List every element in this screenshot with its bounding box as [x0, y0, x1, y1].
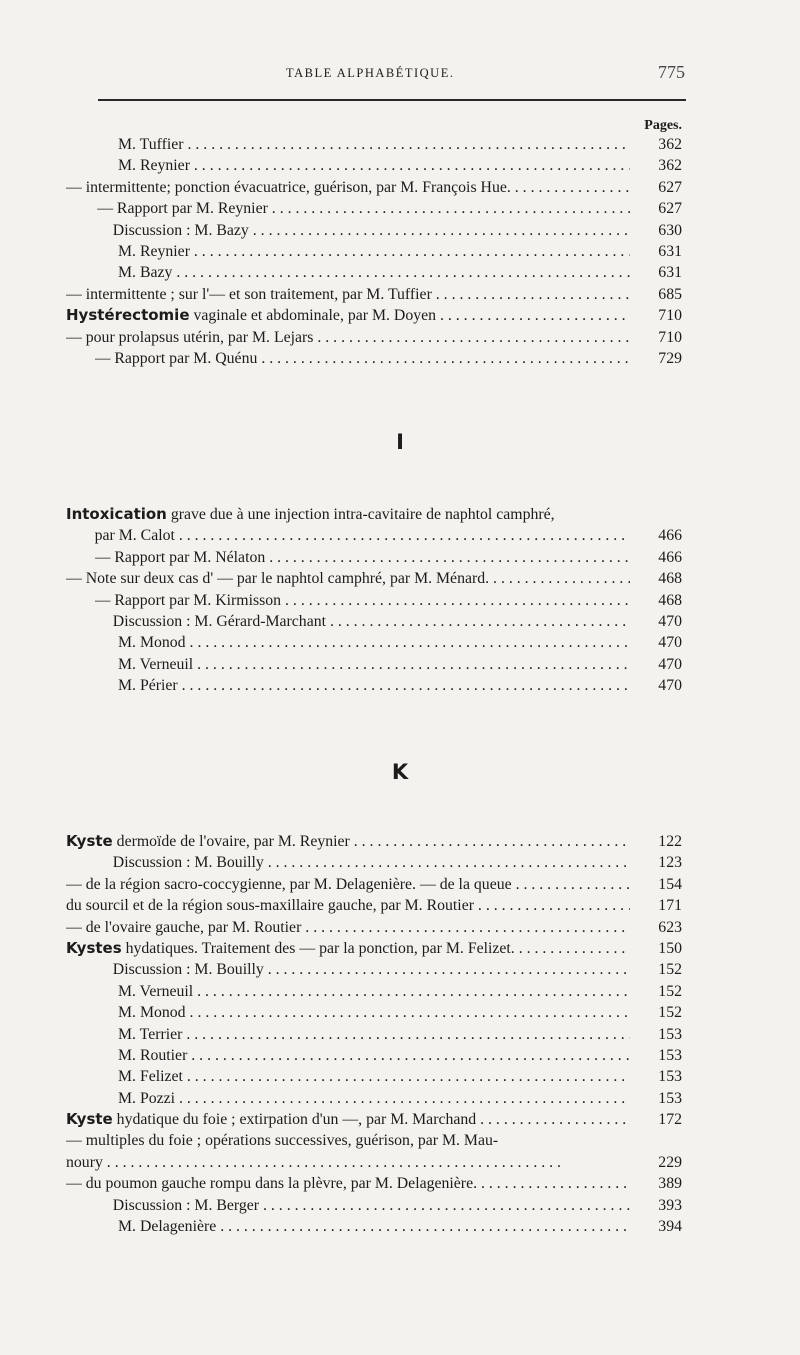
entry-headword: Hystérectomie [66, 306, 190, 325]
entry-description: M. Monod [118, 1004, 186, 1022]
entry-page-number: 468 [638, 590, 682, 611]
index-entry [66, 262, 682, 283]
entry-description: — de l'ovaire gauche, par M. Routier [66, 918, 302, 936]
entry-text [95, 590, 630, 611]
index-entry [66, 284, 682, 305]
index-entry [66, 981, 682, 1002]
index-entry [66, 1066, 682, 1087]
entry-text [118, 241, 630, 262]
entry-description: hydatique du foie ; extirpation d'un —, par M. Marchand . . . [112, 1111, 500, 1129]
index-entry [66, 831, 682, 852]
entry-headword: Kyste [66, 1110, 113, 1129]
section-k-entries [66, 831, 682, 1237]
entry-description: grave due à une injection intra-cavitaire de naphtol camphré, [166, 506, 555, 523]
entry-text [97, 198, 630, 219]
entry-description: Discussion : M. Gérard-Marchant [112, 612, 327, 630]
index-entry [66, 1173, 682, 1194]
index-entry [66, 654, 682, 675]
index-entry [66, 177, 682, 198]
entry-description: M. Bazy [118, 264, 173, 282]
index-entry [66, 547, 682, 568]
entry-headword: Kyste [66, 832, 113, 850]
entry-page-number: 631 [638, 241, 682, 262]
entry-description: M. Verneuil [118, 982, 194, 1000]
entry-description: M. Monod [118, 634, 186, 652]
entry-description: — Rapport par M. Kirmisson [94, 591, 282, 609]
entry-description: — du poumon gauche rompu dans la plèvre, par M. Delagenière. . . [66, 1175, 493, 1193]
entry-page-number: 362 [638, 155, 682, 176]
entry-description: Discussion : M. Bouilly [112, 854, 264, 872]
entry-description: M. Reynier [118, 157, 190, 175]
entry-page-number: 153 [638, 1088, 682, 1109]
entry-description: du sourcil et de la région sous-maxillaire gauche, par M. Routier . . [66, 897, 490, 915]
entry-page-number: 123 [638, 852, 682, 873]
entry-page-number: 466 [638, 525, 682, 546]
entry-description: — intermittente ; sur l'— et son traitement, par M. Tuffier [66, 285, 432, 303]
entry-text [66, 177, 630, 198]
entry-text [113, 1195, 630, 1216]
entry-text [66, 305, 630, 326]
pages-column-label: Pages. [644, 118, 682, 133]
entry-page-number: 389 [638, 1173, 682, 1194]
entry-text [66, 874, 630, 895]
entry-page-number: 229 [638, 1152, 682, 1173]
entry-page-number: 685 [638, 284, 682, 305]
entry-text [118, 1088, 630, 1109]
running-header [100, 62, 685, 88]
index-entry [66, 134, 682, 155]
entry-page-number: 153 [638, 1024, 682, 1045]
entry-text [113, 852, 630, 873]
entry-description: — intermittente; ponction évacuatrice, guérison, par M. François Hue. . [66, 178, 519, 196]
entry-page-number: 393 [638, 1195, 682, 1216]
entry-text [118, 1066, 630, 1087]
entry-text [118, 981, 630, 1002]
index-entry [66, 1195, 682, 1216]
entry-description: M. Reynier [118, 242, 190, 260]
entry-page-number: 122 [638, 831, 682, 852]
entry-text [95, 348, 630, 369]
entry-description: Discussion : M. Berger [112, 1196, 260, 1214]
index-entry [66, 632, 682, 653]
entry-text [66, 284, 630, 305]
entry-text [118, 654, 630, 675]
index-entry [66, 675, 682, 696]
entry-description: vaginale et abdominale, par M. Doyen [189, 307, 437, 325]
entry-description: Discussion : M. Bouilly [112, 961, 264, 979]
index-entry [66, 611, 682, 632]
section-letter-k: K [391, 760, 409, 784]
index-entry [66, 1088, 682, 1109]
entry-description: M. Verneuil [118, 655, 194, 673]
entry-page-number: 152 [638, 1002, 682, 1023]
index-entry [66, 959, 682, 980]
entry-page-number: 623 [638, 917, 682, 938]
entry-text [118, 1045, 630, 1066]
index-entry [66, 220, 682, 241]
entry-text [95, 525, 630, 546]
entry-text [118, 1216, 630, 1237]
entry-text [118, 262, 630, 283]
entry-text [118, 134, 630, 155]
entry-text [113, 220, 630, 241]
entry-text [66, 1173, 630, 1194]
entry-text [113, 611, 630, 632]
entry-text [66, 504, 555, 525]
index-entry [66, 590, 682, 611]
entry-page-number: 710 [638, 327, 682, 348]
entry-page-number: 710 [638, 305, 682, 326]
entry-page-number: 172 [638, 1109, 682, 1130]
entry-text [66, 327, 630, 348]
index-entry [66, 852, 682, 873]
entry-text [118, 1002, 630, 1023]
entry-description: — de la région sacro-coccygienne, par M. Delagenière. — de la queue [66, 875, 512, 893]
entry-text [66, 1130, 498, 1151]
entry-description: — Note sur deux cas d' — par le naphtol camphré, par M. Ménard. . [66, 570, 497, 588]
entry-text [95, 547, 630, 568]
entry-page-number: 171 [638, 895, 682, 916]
entry-description: — Rapport par M. Quénu [94, 349, 258, 367]
page-number: 775 [658, 62, 685, 82]
index-entry [66, 525, 682, 546]
section-i-entries [66, 504, 682, 697]
index-entry [66, 504, 682, 525]
index-entry [66, 348, 682, 369]
entry-page-number: 466 [638, 547, 682, 568]
entry-page-number: 394 [638, 1216, 682, 1237]
entry-page-number: 470 [638, 611, 682, 632]
index-entry [66, 1130, 682, 1151]
entry-text [118, 1024, 630, 1045]
entry-description: par M. Calot [94, 527, 175, 545]
index-entry [66, 568, 682, 589]
entry-page-number: 470 [638, 675, 682, 696]
entry-description: M. Tuffier [118, 136, 184, 153]
entry-text [118, 675, 630, 696]
index-entry [66, 305, 682, 326]
entry-text [66, 568, 630, 589]
entry-description: M. Périer [118, 677, 178, 695]
index-entry [66, 1024, 682, 1045]
entry-description: — Rapport par M. Nélaton [94, 548, 266, 566]
entry-description: M. Routier [118, 1046, 188, 1064]
entry-page-number: 729 [638, 348, 682, 369]
index-entry [66, 1152, 682, 1173]
entry-description: M. Pozzi [118, 1089, 176, 1107]
entry-text [66, 1152, 561, 1173]
entry-page-number: 468 [638, 568, 682, 589]
entry-text [66, 895, 630, 916]
entry-text [66, 831, 630, 852]
entry-description: — Rapport par M. Reynier [97, 200, 268, 218]
entry-page-number: 150 [638, 938, 682, 959]
entry-description: M. Terrier [118, 1025, 183, 1043]
entry-page-number: 153 [638, 1045, 682, 1066]
index-entry [66, 327, 682, 348]
entry-text [66, 917, 630, 938]
entry-text [113, 959, 630, 980]
index-entry [66, 895, 682, 916]
entry-page-number: 362 [638, 134, 682, 155]
entry-page-number: 470 [638, 654, 682, 675]
entry-page-number: 154 [638, 874, 682, 895]
entry-page-number: 627 [638, 177, 682, 198]
index-entry [66, 241, 682, 262]
header-title: TABLE ALPHABÉTIQUE. [286, 66, 455, 80]
entry-description: — multiples du foie ; opérations successives, guérison, par M. Mau- [66, 1132, 499, 1150]
index-entry [66, 874, 682, 895]
section-h-entries [66, 134, 682, 369]
entry-description: — pour prolapsus utérin, par M. Lejars [66, 328, 314, 346]
index-entry [66, 1045, 682, 1066]
entry-description: noury [66, 1153, 103, 1171]
entry-text [66, 1109, 630, 1130]
index-entry [66, 1002, 682, 1023]
entry-headword: Intoxication [66, 505, 167, 523]
index-entry [66, 198, 682, 219]
section-letter-i: I [396, 430, 404, 454]
index-entry [66, 917, 682, 938]
entry-page-number: 470 [638, 632, 682, 653]
entry-page-number: 153 [638, 1066, 682, 1087]
entry-page-number: 152 [638, 959, 682, 980]
entry-description: hydatiques. Traitement des — par la ponction, par M. Felizet. [121, 939, 515, 957]
entry-description: M. Delagenière [118, 1218, 217, 1236]
entry-page-number: 627 [638, 198, 682, 219]
entry-page-number: 631 [638, 262, 682, 283]
entry-text [118, 632, 630, 653]
entry-text [118, 155, 630, 176]
entry-page-number: 152 [638, 981, 682, 1002]
index-entry [66, 1109, 682, 1130]
entry-page-number: 630 [638, 220, 682, 241]
header-rule [98, 99, 686, 101]
entry-headword: Kystes [66, 938, 122, 957]
index-entry [66, 1216, 682, 1237]
index-entry [66, 155, 682, 176]
entry-description: Discussion : M. Bazy [112, 221, 249, 239]
index-entry [66, 938, 682, 959]
entry-description: M. Felizet [118, 1068, 183, 1086]
entry-description: dermoïde de l'ovaire, par M. Reynier [112, 833, 350, 850]
entry-text [66, 938, 630, 959]
